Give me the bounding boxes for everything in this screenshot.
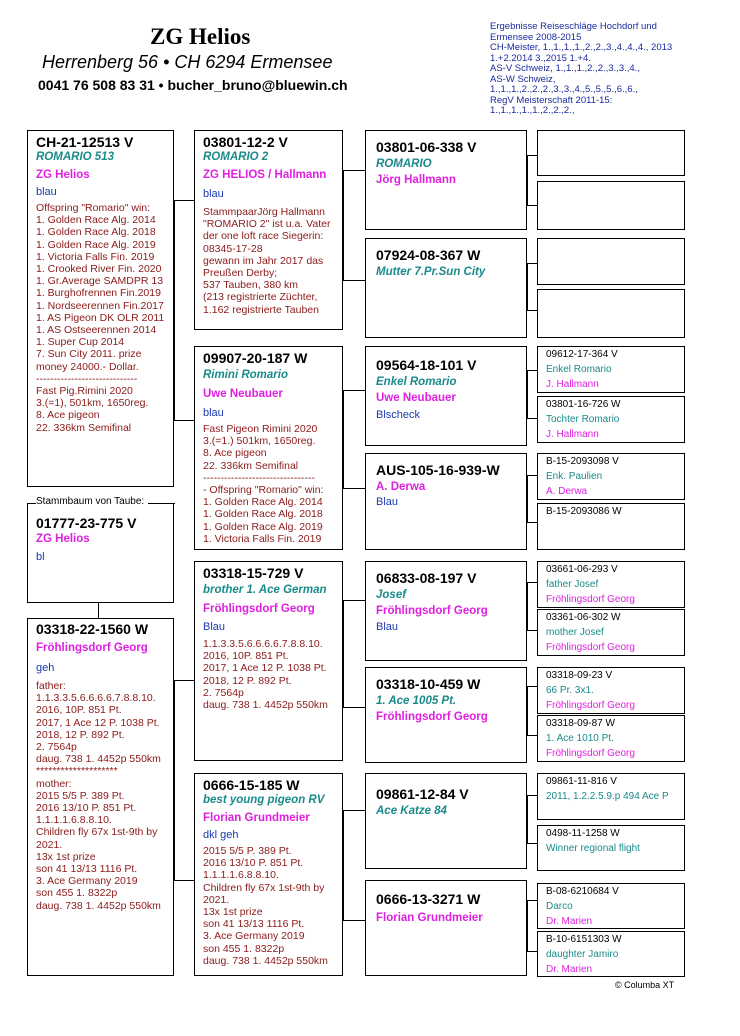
gen4-card[interactable] bbox=[537, 883, 685, 929]
gen4-ring: 03801-16-726 W bbox=[546, 399, 621, 410]
gen3-owner: Fröhlingsdorf Georg bbox=[376, 605, 488, 617]
gen3-name: Josef bbox=[376, 589, 407, 601]
gen4-card[interactable] bbox=[537, 289, 685, 338]
stammbaum-owner: ZG Helios bbox=[36, 533, 90, 545]
gen3-card[interactable] bbox=[365, 453, 527, 550]
stammbaum-label: Stammbaum von Taube: bbox=[36, 496, 145, 507]
gen4-card[interactable] bbox=[537, 453, 685, 500]
subject-ring: CH-21-12513 V bbox=[36, 134, 134, 150]
dam-notes: father: 1.1.3.3.5.6.6.6.6.7.8.8.10. 2016, 10P. 851 Pt. 2017, 1 Ace 12 P. 1038 Pt. 2018, 12 P. 892 Pt. 2. 7564p daug. 738 1. 4452p 550km ******************** mother: 2015 5/5 P. 389 Pt. 2016 13/10 P. 851 Pt. 1.1.1.1.6.8.8.10. Children fly 67x 1st-9th by 2021. 13x 1st prize son 41 13/13 1116 Pt. 3. Ace Germany 2019 son 455 1. 8322p daug. 738 1. 4452p 550km bbox=[36, 680, 161, 912]
gen4-info: Enkel Romario bbox=[546, 364, 612, 375]
gen4-owner: Fröhlingsdorf Georg bbox=[546, 642, 635, 653]
gen3-card[interactable] bbox=[365, 773, 527, 869]
dam-owner: Fröhlingsdorf Georg bbox=[36, 642, 148, 654]
gen4-ring: 09612-17-364 V bbox=[546, 349, 618, 360]
gen4-card[interactable] bbox=[537, 667, 685, 714]
dam-card[interactable] bbox=[27, 618, 174, 976]
gen4-owner: Fröhlingsdorf Georg bbox=[546, 594, 635, 605]
gen2-name: Rimini Romario bbox=[203, 369, 288, 381]
gen4-ring: 09861-11-816 V bbox=[546, 776, 617, 787]
gen2-card[interactable] bbox=[194, 773, 343, 976]
gen2-notes: 1.1.3.3.5.6.6.6.6.7.8.8.10. 2016, 10P. 851 Pt. 2017, 1 Ace 12 P. 1038 Pt. 2018, 12 P. 892 Pt. 2. 7564p daug. 738 1. 4452p 550km bbox=[203, 638, 328, 712]
gen4-ring: 03318-09-23 V bbox=[546, 670, 613, 681]
gen4-ring: B-15-2093098 V bbox=[546, 456, 619, 467]
gen3-ring: AUS-105-16-939-W bbox=[376, 462, 500, 478]
gen2-ring: 09907-20-187 W bbox=[203, 350, 308, 366]
gen4-info: father Josef bbox=[546, 579, 599, 590]
gen4-card[interactable] bbox=[537, 773, 685, 820]
footer-copyright: © Columba XT bbox=[615, 980, 675, 990]
gen3-owner: Jörg Hallmann bbox=[376, 174, 456, 186]
gen4-card[interactable] bbox=[537, 346, 685, 393]
header-contact: 0041 76 508 83 31 • bucher_bruno@bluewin.ch bbox=[38, 77, 348, 93]
gen2-notes: Fast Pigeon Rimini 2020 3.(=1.) 501km, 1650reg. 8. Ace pigeon 22. 336km Semifinal -------------------------------- - Offspring "Romario" win: 1. Golden Race Alg. 2014 1. Golden Race Alg. 2018 1. Golden Race Alg. 2019 1. Victoria Falls Fin. 2019 bbox=[203, 423, 324, 545]
gen4-info: Tochter Romario bbox=[546, 414, 620, 425]
gen3-ring: 03318-10-459 W bbox=[376, 676, 481, 692]
gen4-card[interactable] bbox=[537, 561, 685, 608]
subject-color: blau bbox=[36, 186, 57, 198]
gen3-name: ROMARIO bbox=[376, 158, 432, 170]
gen3-card[interactable] bbox=[365, 561, 527, 661]
gen4-info: Enk. Paulien bbox=[546, 471, 603, 482]
gen4-card[interactable] bbox=[537, 503, 685, 550]
gen3-owner: Uwe Neubauer bbox=[376, 392, 456, 404]
stammbaum-ring: 01777-23-775 V bbox=[36, 515, 137, 531]
gen2-owner: Uwe Neubauer bbox=[203, 388, 283, 400]
gen3-color: Blau bbox=[376, 621, 399, 633]
gen4-info: daughter Jamiro bbox=[546, 949, 619, 960]
stammbaum-color: bl bbox=[36, 551, 45, 563]
gen3-card[interactable] bbox=[365, 667, 527, 763]
gen3-name: Ace Katze 84 bbox=[376, 805, 447, 817]
gen4-owner: J. Hallmann bbox=[546, 379, 599, 390]
gen3-owner: A. Derwa bbox=[376, 481, 426, 493]
gen3-color: Blau bbox=[376, 496, 399, 508]
gen2-owner: ZG HELIOS / Hallmann bbox=[203, 169, 327, 181]
gen3-ring: 03801-06-338 V bbox=[376, 139, 477, 155]
gen4-ring: B-15-2093086 W bbox=[546, 506, 622, 517]
header-title: ZG Helios bbox=[150, 24, 251, 49]
gen4-ring: 03318-09-87 W bbox=[546, 718, 615, 729]
gen2-owner: Florian Grundmeier bbox=[203, 812, 310, 824]
gen4-ring: 03361-06-302 W bbox=[546, 612, 621, 623]
dam-color: geh bbox=[36, 662, 55, 674]
gen4-card[interactable] bbox=[537, 130, 685, 176]
gen4-info: mother Josef bbox=[546, 627, 604, 638]
gen3-name: 1. Ace 1005 Pt. bbox=[376, 695, 457, 707]
header-results: Ergebnisse Reiseschläge Hochdorf und Ermensee 2008-2015 CH-Meister, 1.,1.,1.,1.,2.,2.,3.,4.,4.,4., 2013 1.+2.2014 3.,2015 1.+4. AS-V Schweiz, 1.,1.,1.,2.,2.,3.,3.,4., AS-W Schweiz, 1.,1.,1.,2.,2.,2.,3.,3.,4.,5.,5.,5.,6.,6., RegV Meisterschaft 2011-15: 1.,1.,1.,1.,1.,2.,2.,2., bbox=[490, 21, 673, 116]
gen3-name: Mutter 7.Pr.Sun City bbox=[376, 266, 486, 278]
gen2-name: ROMARIO 2 bbox=[203, 151, 269, 163]
gen3-ring: 09861-12-84 V bbox=[376, 786, 469, 802]
subject-notes: Offspring "Romario" win: 1. Golden Race Alg. 2014 1. Golden Race Alg. 2018 1. Golden Race Alg. 2019 1. Victoria Falls Fin. 2019 1. Crooked River Fin. 2020 1. Gr.Average SAMDPR 13 1. Burghofrennen Fin.2019 1. Nordseerennen Fin.2017 1. AS Pigeon DK OLR 2011 1. AS Ostseerennen 2014 1. Super Cup 2014 7. Sun City 2011. prize money 24000.- Dollar. ----------------------------- Fast Pig.Rimini 2020 3.(=1), 501km, 1650reg. 8. Ace pigeon 22. 336km Semifinal bbox=[36, 202, 165, 434]
gen3-name: Enkel Romario bbox=[376, 376, 457, 388]
gen3-card[interactable] bbox=[365, 880, 527, 976]
gen4-owner: Dr. Marien bbox=[546, 964, 593, 975]
gen4-owner: Fröhlingsdorf Georg bbox=[546, 700, 635, 711]
gen3-ring: 0666-13-3271 W bbox=[376, 891, 481, 907]
gen3-ring: 06833-08-197 V bbox=[376, 570, 477, 586]
gen3-owner: Florian Grundmeier bbox=[376, 912, 483, 924]
gen2-color: blau bbox=[203, 188, 224, 200]
gen4-card[interactable] bbox=[537, 609, 685, 656]
gen4-card[interactable] bbox=[537, 238, 685, 285]
gen2-notes: StammpaarJörg Hallmann "ROMARIO 2" ist u.a. Vater der one loft race Siegerin: 08345-17-28 gewann im Jahr 2017 das Preußen Derby; 537 Tauben, 380 km (213 registrierte Züchter, 1.162 registrierte Tauben bbox=[203, 206, 331, 316]
gen4-owner: Dr. Marien bbox=[546, 916, 593, 927]
gen4-owner: Fröhlingsdorf Georg bbox=[546, 748, 635, 759]
gen2-ring: 03318-15-729 V bbox=[203, 565, 304, 581]
gen4-ring: 03661-06-293 V bbox=[546, 564, 618, 575]
gen4-owner: A. Derwa bbox=[546, 486, 588, 497]
gen3-card[interactable] bbox=[365, 346, 527, 446]
gen4-card[interactable] bbox=[537, 931, 685, 977]
gen2-name: brother 1. Ace German bbox=[203, 584, 327, 596]
dam-ring: 03318-22-1560 W bbox=[36, 621, 149, 637]
gen3-card[interactable] bbox=[365, 130, 527, 230]
gen3-owner: Fröhlingsdorf Georg bbox=[376, 711, 488, 723]
gen4-card[interactable] bbox=[537, 396, 685, 443]
gen4-ring: 0498-11-1258 W bbox=[546, 828, 620, 839]
gen4-card[interactable] bbox=[537, 825, 685, 871]
subject-card[interactable] bbox=[27, 130, 174, 487]
gen4-info: Winner regional flight bbox=[546, 843, 640, 854]
gen4-ring: B-08-6210684 V bbox=[546, 886, 619, 897]
gen3-color: Blscheck bbox=[376, 409, 421, 421]
gen2-card[interactable] bbox=[194, 346, 343, 550]
gen2-owner: Fröhlingsdorf Georg bbox=[203, 603, 315, 615]
header-address: Herrenberg 56 • CH 6294 Ermensee bbox=[42, 52, 333, 72]
gen4-card[interactable] bbox=[537, 181, 685, 230]
gen3-card[interactable] bbox=[365, 238, 527, 338]
gen4-info: 66 Pr. 3x1. bbox=[546, 685, 594, 696]
gen4-info: 1. Ace 1010 Pt. bbox=[546, 733, 614, 744]
gen2-ring: 03801-12-2 V bbox=[203, 134, 288, 150]
gen4-card[interactable] bbox=[537, 715, 685, 762]
gen4-info: Darco bbox=[546, 901, 573, 912]
subject-name: ROMARIO 513 bbox=[36, 151, 114, 163]
gen2-ring: 0666-15-185 W bbox=[203, 777, 300, 793]
gen2-color: blau bbox=[203, 407, 224, 419]
gen4-ring: B-10-6151303 W bbox=[546, 934, 622, 945]
gen2-notes: 2015 5/5 P. 389 Pt. 2016 13/10 P. 851 Pt. 1.1.1.1.6.8.8.10. Children fly 67x 1st-9th by 2021. 13x 1st prize son 41 13/13 1116 Pt. 3. Ace Germany 2019 son 455 1. 8322p daug. 738 1. 4452p 550km bbox=[203, 845, 328, 967]
subject-owner: ZG Helios bbox=[36, 169, 90, 181]
gen3-ring: 07924-08-367 W bbox=[376, 247, 481, 263]
gen2-color: Blau bbox=[203, 621, 226, 633]
gen2-color: dkl geh bbox=[203, 829, 239, 841]
gen2-name: best young pigeon RV bbox=[203, 794, 325, 806]
stammbaum-card[interactable] bbox=[27, 496, 174, 603]
gen2-card[interactable] bbox=[194, 561, 343, 761]
gen2-card[interactable] bbox=[194, 130, 343, 330]
gen3-ring: 09564-18-101 V bbox=[376, 357, 477, 373]
gen4-info: 2011, 1.2.2.5.9.p 494 Ace P bbox=[546, 791, 669, 802]
gen4-owner: J. Hallmann bbox=[546, 429, 599, 440]
